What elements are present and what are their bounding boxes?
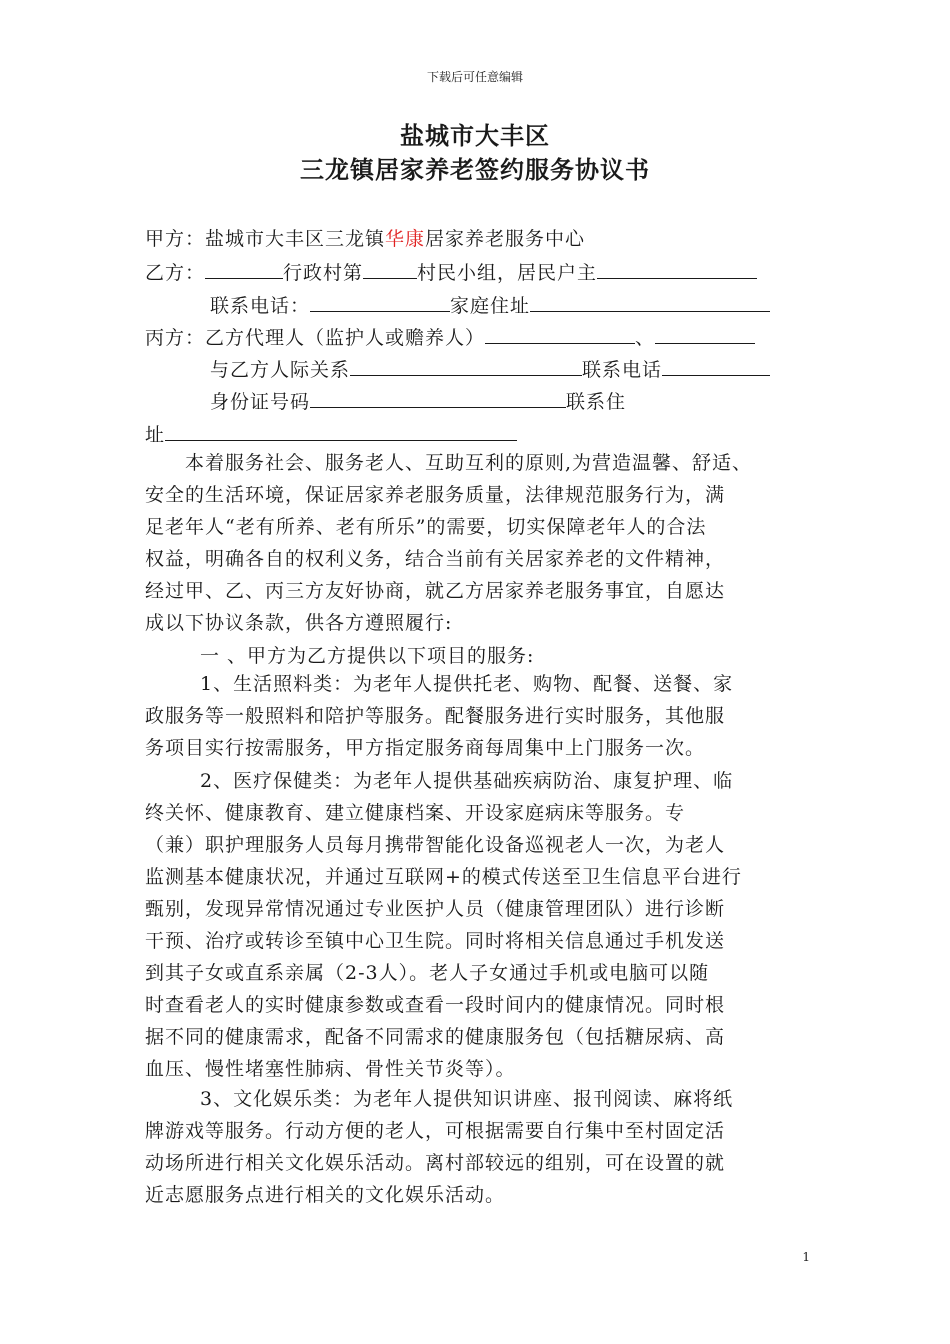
item-3-line: 近志愿服务点进行相关的文化娱乐活动。 [145,1184,506,1206]
item-2-line: 据不同的健康需求，配备不同需求的健康服务包（包括糖尿病、高 [145,1026,726,1048]
party-c-address-label-2: 址 [145,424,166,446]
id-blank[interactable] [310,389,566,408]
party-a-line [145,224,585,251]
id-label: 身份证号码 [210,391,311,413]
party-b-phone-label: 联系电话： [210,295,311,317]
item-2-line: 血压、慢性堵塞性肺病、骨性关节炎等）。 [145,1058,516,1080]
item-2-line: （兼）职护理服务人员每月携带智能化设备巡视老人一次，为老人 [145,834,726,856]
relation-label: 与乙方人际关系 [210,359,351,381]
item-3-line: 牌游戏等服务。行动方便的老人，可根据需要自行集中至村固定活 [145,1120,726,1142]
intro-line: 经过甲、乙、丙三方友好协商，就乙方居家养老服务事宜，自愿达 [145,580,726,602]
item-2-line: 监测基本健康状况，并通过互联网+的模式传送至卫生信息平台进行 [145,866,742,888]
relation-blank[interactable] [350,357,582,376]
group-blank[interactable] [363,260,417,279]
item-2-line: 甄别，发现异常情况通过专业医护人员（健康管理团队）进行诊断 [145,898,726,920]
page-header: 下载后可任意编辑 [426,70,523,84]
intro-line: 权益，明确各自的权利义务，结合当前有关居家养老的文件精神， [145,548,726,570]
village-blank[interactable] [205,260,283,279]
party-c-agent-label: 乙方代理人（监护人或赡养人） [205,327,486,349]
intro-line: 安全的生活环境，保证居家养老服务质量，法律规范服务行为，满 [145,484,726,506]
item-3-line: 动场所进行相关文化娱乐活动。离村部较远的组别，可在设置的就 [145,1152,726,1174]
party-a-label: 甲方： [145,228,206,250]
title-line-1: 盐城市大丰区 [400,121,550,150]
party-a-name-highlight: 华康 [385,228,426,250]
party-c-relation-line [210,355,770,382]
item-1-line: 1、生活照料类：为老年人提供托老、购物、配餐、送餐、家 [200,673,734,695]
item-1-line: 务项目实行按需服务，甲方指定服务商每周集中上门服务一次。 [145,737,706,759]
item-2-line: 干预、治疗或转诊至镇中心卫生院。同时将相关信息通过手机发送 [145,930,726,952]
agent-blank-1[interactable] [485,325,635,344]
item-2-paragraph [145,765,825,1085]
party-c-id-line [210,387,626,414]
item-2-line: 到其子女或直系亲属（2-3人）。老人子女通过手机或电脑可以随 [145,962,710,984]
party-c-phone-label: 联系电话 [582,359,663,381]
party-c-line [145,323,755,350]
party-c-address-blank[interactable] [165,422,517,441]
party-c-phone-blank[interactable] [662,357,770,376]
party-a-name-post: 居家养老服务中心 [425,228,586,250]
party-b-address-label: 家庭住址 [450,295,531,317]
section-1-heading: 一 、甲方为乙方提供以下项目的服务: [200,645,535,667]
intro-paragraph [145,447,825,639]
party-b-label: 乙方： [145,262,206,284]
village-label: 行政村第 [283,262,364,284]
agent-blank-2[interactable] [655,325,755,344]
party-b-address-blank[interactable] [530,293,770,312]
item-1-paragraph [145,668,825,764]
party-b-contact-line [210,291,770,318]
party-c-address-line [145,420,517,447]
item-3-paragraph [145,1083,825,1211]
agent-separator: 、 [635,327,656,349]
householder-blank[interactable] [597,260,757,279]
intro-line: 本着服务社会、服务老人、互助互利的原则,为营造温馨、舒适、 [185,452,753,474]
party-b-phone-blank[interactable] [310,293,450,312]
page-number: 1 [802,1250,810,1264]
party-c-label: 丙方： [145,327,206,349]
item-3-line: 3、文化娱乐类：为老年人提供知识讲座、报刊阅读、麻将纸 [200,1088,734,1110]
intro-line: 足老年人“老有所养、老有所乐”的需要，切实保障老年人的合法 [145,516,707,538]
item-2-line: 时查看老人的实时健康参数或查看一段时间内的健康情况。同时根 [145,994,726,1016]
item-1-line: 政服务等一般照料和陪护等服务。配餐服务进行实时服务，其他服 [145,705,726,727]
party-a-name-pre: 盐城市大丰区三龙镇 [205,228,386,250]
party-b-line [145,258,757,285]
item-2-line: 终关怀、健康教育、建立健康档案、开设家庭病床等服务。专 [145,802,686,824]
party-c-address-label-1: 联系住 [566,391,627,413]
item-2-line: 2、医疗保健类：为老年人提供基础疾病防治、康复护理、临 [200,770,734,792]
intro-line: 成以下协议条款，供各方遵照履行: [145,612,453,634]
group-label: 村民小组，居民户主 [417,262,598,284]
title-line-2: 三龙镇居家养老签约服务协议书 [300,155,650,184]
